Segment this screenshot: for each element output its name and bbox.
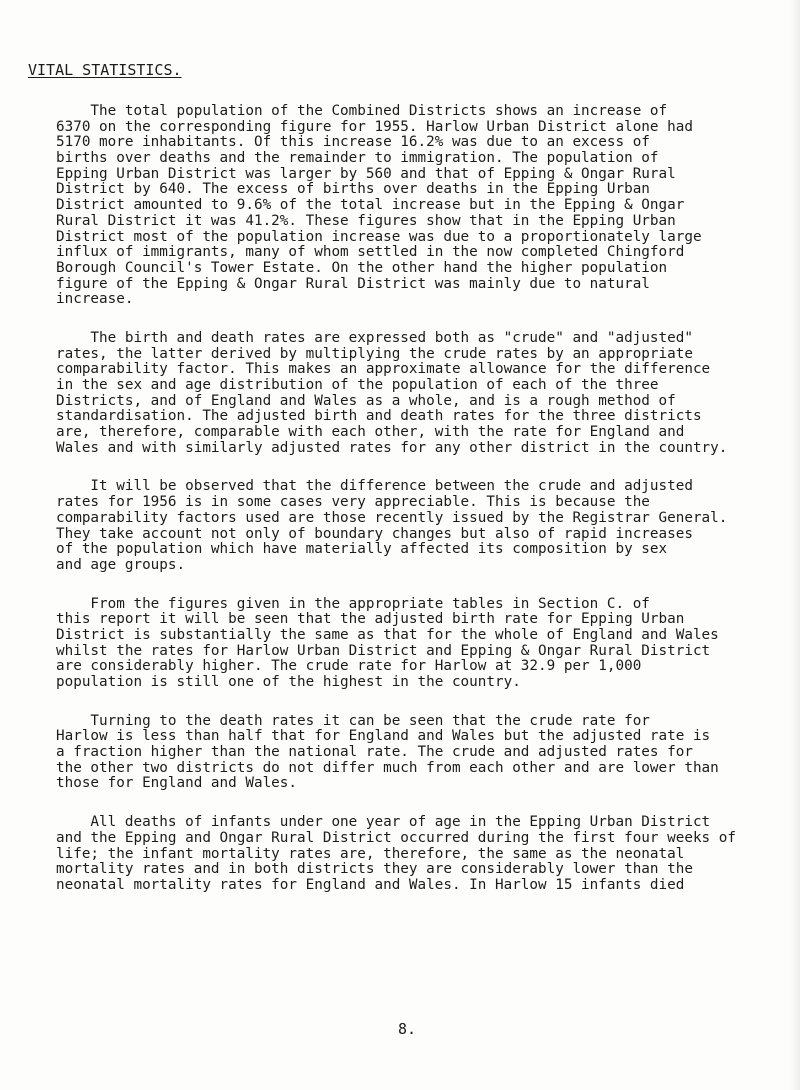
text-line: District is substantially the same as that for the whole of England and Wales <box>56 626 719 643</box>
text-line: life; the infant mortality rates are, therefore, the same as the neonatal <box>56 845 685 862</box>
text-line: are considerably higher. The crude rate for Harlow at 32.9 per 1,000 <box>56 658 642 675</box>
text-line: neonatal mortality rates for England and Wales. In Harlow 15 infants died <box>56 876 685 893</box>
text-line: those for England and Wales. <box>56 775 298 792</box>
text-line: Borough Council's Tower Estate. On the other hand the higher population <box>56 259 668 276</box>
text-line: All deaths of infants under one year of age in the Epping Urban District <box>56 814 711 831</box>
text-line: figure of the Epping & Ongar Rural District was mainly due to natural <box>56 275 650 292</box>
text-line: increase. <box>56 291 134 308</box>
text-line: mortality rates and in both districts they are considerably lower than the <box>56 861 693 878</box>
text-line: Turning to the death rates it can be seen that the crude rate for <box>56 712 650 729</box>
text-line: standardisation. The adjusted birth and death rates for the three districts <box>56 408 702 425</box>
text-line: rates for 1956 is in some cases very appreciable. This is because the <box>56 494 650 511</box>
text-line: are, therefore, comparable with each other, with the rate for England and <box>56 424 685 441</box>
text-line: 5170 more inhabitants. Of this increase 16.2% was due to an excess of <box>56 134 650 151</box>
text-line: 6370 on the corresponding figure for 1955. Harlow Urban District alone had <box>56 118 693 135</box>
paragraph-birth-rate-comparison <box>56 597 800 691</box>
text-line: Epping Urban District was larger by 560 and that of Epping & Ongar Rural <box>56 165 676 182</box>
paragraph-population-increase <box>56 104 800 308</box>
paragraph-death-rates <box>56 714 800 792</box>
text-line: whilst the rates for Harlow Urban District and Epping & Ongar Rural District <box>56 642 711 659</box>
section-heading: VITAL STATISTICS. <box>28 61 182 79</box>
body-text <box>56 104 800 917</box>
text-line: Rural District it was 41.2%. These figures show that in the Epping Urban <box>56 212 676 229</box>
text-line: From the figures given in the appropriate tables in Section C. of <box>56 595 650 612</box>
text-line: comparability factors used are those recently issued by the Registrar General. <box>56 509 728 526</box>
text-line: and the Epping and Ongar Rural District occurred during the first four weeks of <box>56 829 736 846</box>
text-line: Wales and with similarly adjusted rates for any other district in the country. <box>56 439 728 456</box>
text-line: District most of the population increase was due to a proportionately large <box>56 228 702 245</box>
text-line: a fraction higher than the national rate. The crude and adjusted rates for <box>56 744 693 761</box>
paragraph-birth-death-rates <box>56 331 800 457</box>
text-line: comparability factor. This makes an approximate allowance for the difference <box>56 361 711 378</box>
text-line: influx of immigrants, many of whom settled in the now completed Chingford <box>56 244 685 261</box>
text-line: District amounted to 9.6% of the total increase but in the Epping & Ongar <box>56 197 685 214</box>
text-line: Harlow is less than half that for England and Wales but the adjusted rate is <box>56 728 711 745</box>
text-line: population is still one of the highest in the country. <box>56 674 521 690</box>
text-line: of the population which have materially affected its composition by sex <box>56 541 668 558</box>
text-line: Districts, and of England and Wales as a whole, and is a rough method of <box>56 392 676 409</box>
text-line: They take account not only of boundary changes but also of rapid increases <box>56 525 693 542</box>
text-line: this report it will be seen that the adjusted birth rate for Epping Urban <box>56 611 685 628</box>
text-line: births over deaths and the remainder to immigration. The population of <box>56 150 659 167</box>
text-line: The total population of the Combined Districts shows an increase of <box>56 103 668 119</box>
page-number: 8. <box>398 1020 417 1038</box>
paragraph-infant-deaths <box>56 815 800 893</box>
text-line: the other two districts do not differ much from each other and are lower than <box>56 759 719 776</box>
paragraph-comparability-factors <box>56 479 800 573</box>
text-line: It will be observed that the difference between the crude and adjusted <box>56 478 693 495</box>
text-line: in the sex and age distribution of the population of each of the three <box>56 377 659 393</box>
text-line: District by 640. The excess of births over deaths in the Epping Urban <box>56 181 650 198</box>
text-line: and age groups. <box>56 556 186 573</box>
text-line: The birth and death rates are expressed both as "crude" and "adjusted" <box>56 329 693 346</box>
text-line: rates, the latter derived by multiplying the crude rates by an appropriate <box>56 345 693 362</box>
